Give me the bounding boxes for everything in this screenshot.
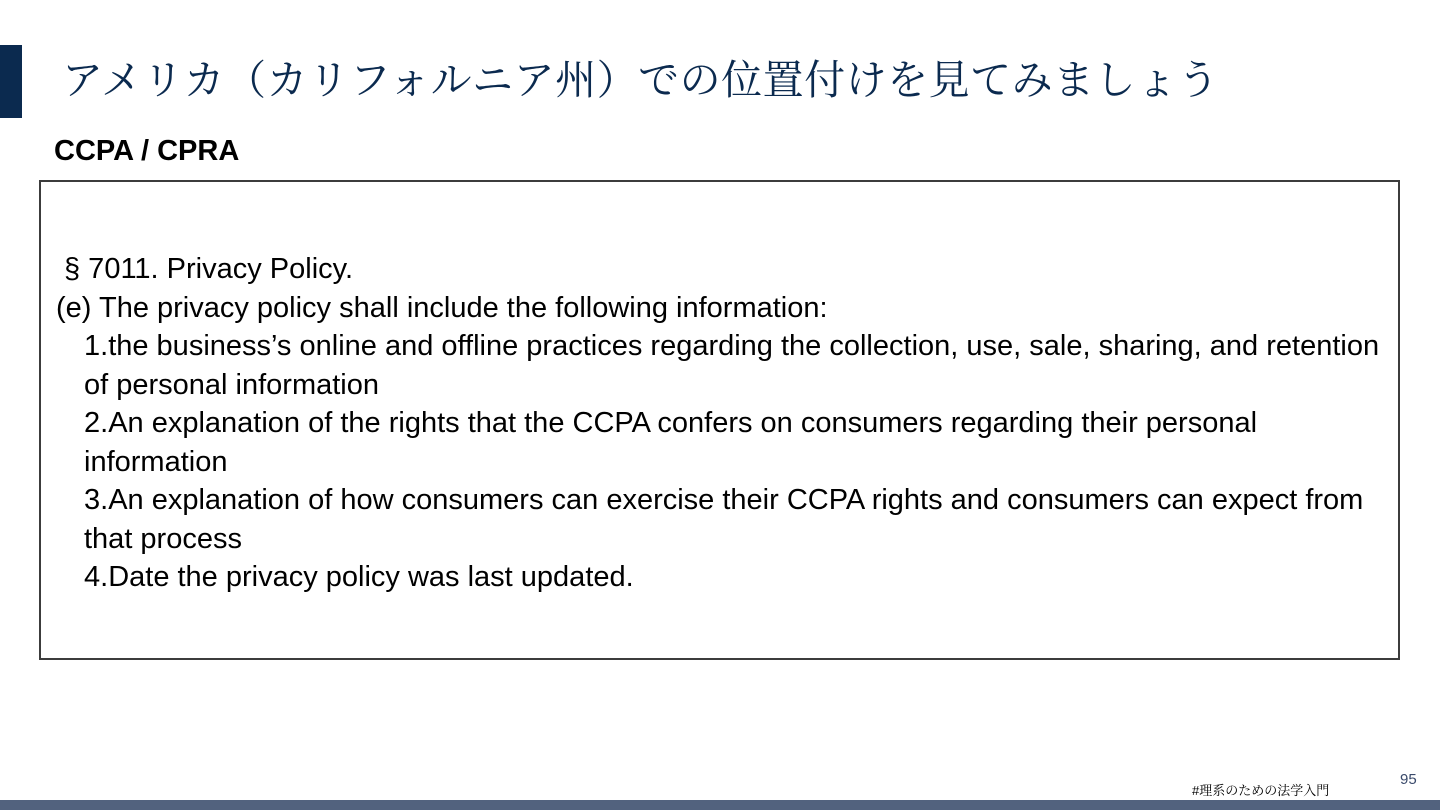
quote-box — [39, 180, 1400, 660]
list-item — [56, 327, 1391, 404]
list-item-number: 2. — [84, 407, 109, 439]
page-number: 95 — [1400, 771, 1417, 788]
footer-hashtag: #理系のための法学入門 — [1192, 783, 1330, 798]
bottom-band — [0, 800, 1440, 810]
slide-subtitle: CCPA / CPRA — [54, 135, 240, 167]
list-item-text: An explanation of how consumers can exercise their CCPA rights and consumers can expect from that process — [84, 484, 1364, 555]
title-accent-bar — [0, 45, 22, 118]
slide-title: アメリカ（カリフォルニア州）での位置付けを見てみましょう — [62, 57, 1220, 103]
list-item-number: 4. — [84, 561, 109, 593]
quote-text — [56, 250, 1391, 597]
quote-intro: (e) The privacy policy shall include the following information: — [56, 291, 828, 324]
list-item — [56, 404, 1391, 481]
list-item-number: 1. — [84, 330, 109, 362]
list-item-text: An explanation of the rights that the CCPA confers on consumers regarding their personal information — [84, 407, 1258, 478]
list-item-text: Date the privacy policy was last updated. — [108, 561, 634, 593]
list-item — [56, 558, 1391, 597]
section-heading: § 7011. Privacy Policy. — [64, 253, 354, 285]
list-item-number: 3. — [84, 484, 109, 516]
list-item-text: the business’s online and offline practices regarding the collection, use, sale, sharing, and retention of personal information — [84, 330, 1380, 401]
list-item — [56, 481, 1391, 558]
